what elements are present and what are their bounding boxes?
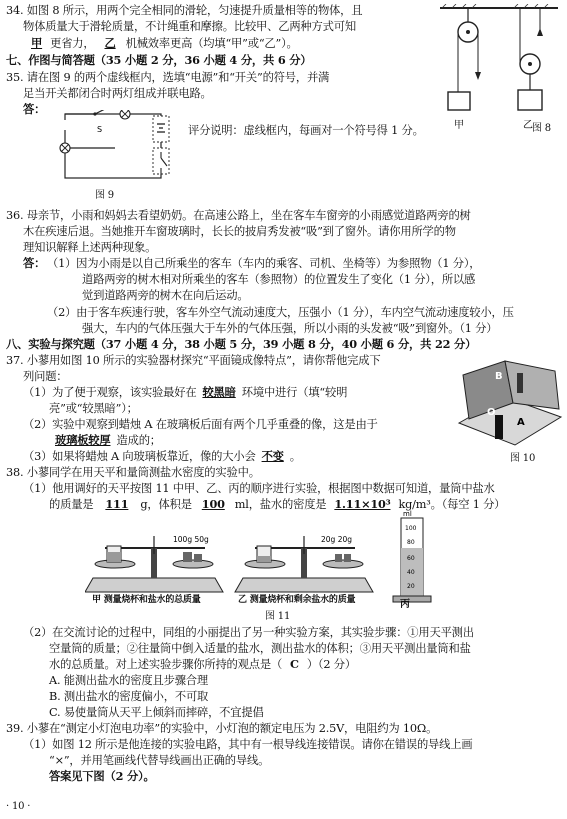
q35-line2: 足当开关都闭合时两灯组成并联电路。 [23, 87, 212, 100]
q38-option-b: B. 测出盐水的密度偏小，不可取 [49, 690, 209, 703]
q37-answer-1: 较黑暗 [202, 385, 236, 399]
q37-p3 [23, 450, 301, 463]
q38-p1-l2-pre: 的质量是 [49, 498, 94, 511]
cylinder-unit: ml [403, 510, 412, 518]
figure-9-caption: 图 9 [95, 190, 114, 201]
q37-p1 [23, 386, 347, 399]
q37-p3-post: 。 [289, 450, 301, 463]
q38-answer-density: 1.11×10³ [334, 497, 391, 511]
q38-p2-l3 [49, 658, 356, 671]
q37-p3-pre: （3）如果将蜡烛 A 向玻璃板靠近，像的大小会 [23, 450, 256, 463]
q34-line3-mid: 更省力， [50, 37, 95, 50]
q38-p1-l2-mid1: g，体积是 [140, 498, 192, 511]
q34-answer-2: 乙 [104, 36, 116, 50]
section-7-heading: 七、作图与简答题（35 小题 2 分，36 小题 4 分，共 6 分） [6, 53, 312, 67]
q36-line3: 理知识解释上述两种现象。 [23, 241, 157, 254]
q37-answer-2: 玻璃板较厚 [55, 433, 111, 447]
figure-8-caption: 图 8 [532, 123, 551, 134]
balance-jia-weights: 100g 50g [173, 535, 209, 544]
page-number: · 10 · [6, 801, 31, 812]
q37-p1-post: 环境中进行（填“较明 [241, 386, 348, 399]
balance-jia [85, 535, 223, 592]
q39-p1-l1: （1）如图 12 所示是他连接的实验电路，其中有一根导线连接错误。请你在错误的导线上画 [23, 738, 473, 751]
balance-yi-weights: 20g 20g [321, 535, 352, 544]
q37-p2-post: 造成的； [116, 434, 161, 447]
graduated-cylinder [393, 510, 431, 602]
q34-line2: 物体质量大于滑轮质量，不计绳重和摩擦。比较甲、乙两种方式可知 [23, 20, 356, 33]
q38-line1: 38. 小蓼同学在用天平和量筒测盐水密度的实验中。 [6, 466, 260, 479]
figure-9-circuit [55, 110, 175, 185]
q38-answer-mass: 111 [105, 497, 129, 511]
q39-p1-l2: “×”，并用笔画线代替导线画出正确的导线。 [49, 754, 270, 767]
cylinder-tick-40: 40 [407, 569, 415, 576]
figure-10-caption: 图 10 [510, 453, 536, 464]
q36-line2: 木在疾速后退。当她推开车窗玻璃时，长长的披肩秀发被“吸”到了窗外。请你用所学的物 [23, 225, 456, 238]
q37-p1-l2: 亮”或“较黑暗”）； [49, 402, 138, 415]
q36-a2-l1: （2）由于客车疾速行驶，客车外空气流动速度大，压强小（1 分），车内空气流动速度较小，压 [47, 306, 514, 319]
cylinder-tick-20: 20 [407, 583, 415, 590]
q34-line3 [23, 37, 298, 50]
q39-answer: 答案见下图（2 分）。 [49, 769, 155, 783]
q38-p1-l2-post: kg/m³。（每空 1 分） [398, 498, 506, 511]
q36-a1-l3: 觉到道路两旁的树木在向后运动。 [82, 289, 249, 302]
q34-line3-post: 机械效率更高（均填“甲”或“乙”）。 [125, 37, 298, 50]
q36-a1-l2: 道路两旁的树木相对所乘坐的客车（参照物）的位置发生了变化（1 分），所以感 [82, 273, 476, 286]
figure-8-label-jia: 甲 [454, 120, 464, 131]
figure-10-mirror [455, 353, 563, 453]
cylinder-tick-100: 100 [405, 525, 417, 532]
q38-p1-l2-mid2: ml，盐水的密度是 [234, 498, 327, 511]
q37-p2-l2 [49, 434, 161, 447]
figure-11-caption: 图 11 [265, 611, 291, 622]
q35-answer-label: 答： [23, 102, 46, 116]
q37-p2-l1: （2）实验中观察到蜡烛 A 在玻璃板后面有两个几乎重叠的像，这是由于 [23, 418, 378, 431]
section-8-heading: 八、实验与探究题（37 小题 4 分，38 小题 5 分，39 小题 8 分，40 小题 6 分，共 22 分） [6, 337, 477, 351]
q38-option-c: C. 易使量筒从天平上倾斜而摔碎，不宜提倡 [49, 706, 264, 719]
q38-answer-choice: C [290, 657, 299, 671]
figure-11-caption-jia: 甲 测量烧杯和盐水的总质量 [92, 595, 201, 605]
switch-label: S [97, 125, 103, 134]
cylinder-tick-80: 80 [407, 539, 415, 546]
q38-p1-l1: （1）他用调好的天平按图 11 中甲、乙、丙的顺序进行实验，根据图中数据可知道，量筒中盐水 [23, 482, 495, 495]
q39-line1: 39. 小蓼在“测定小灯泡电功率”的实验中，小灯泡的额定电压为 2.5V，电阻约为 10Ω。 [6, 722, 438, 735]
q38-option-a: A. 能测出盐水的密度且步骤合理 [49, 674, 209, 687]
figure-11-caption-yi: 乙 测量烧杯和剩余盐水的质量 [238, 595, 356, 605]
q38-answer-volume: 100 [201, 497, 225, 511]
figure-10-label-a: A [517, 417, 525, 428]
cylinder-tick-60: 60 [407, 555, 415, 562]
q37-line2: 列问题： [23, 370, 68, 383]
q37-p1-pre: （1）为了便于观察，该实验最好在 [23, 386, 197, 399]
q36-line1: 36. 母亲节，小雨和妈妈去看望奶奶。在高速公路上，坐在客车车窗旁的小雨感觉道路两旁的树 [6, 209, 471, 222]
q34-line1: 34. 如图 8 所示，用两个完全相同的滑轮，匀速提升质量相等的物体，且 [6, 4, 363, 17]
figure-8-label-yi: 乙 [523, 120, 533, 131]
q35-line1: 35. 请在图 9 的两个虚线框内，选填“电源”和“开关”的符号，并满 [6, 71, 330, 84]
q36-a1-l1: （1）因为小雨是以自己所乘坐的客车（车内的乘客、司机、坐椅等）为参照物（1 分）， [47, 257, 481, 270]
q34-answer-1: 甲 [31, 36, 43, 50]
q38-p2-l3-post: ）（2 分） [306, 658, 356, 671]
q37-answer-3: 不变 [261, 449, 284, 463]
q38-p2-l2: 空量筒的质量；②往量筒中倒入适量的盐水，测出盐水的体积；③用天平测出量筒和盐 [49, 642, 471, 655]
balance-yi [235, 535, 373, 592]
q37-line1: 37. 小蓼用如图 10 所示的实验器材探究“平面镜成像特点”，请你帮他完成下 [6, 354, 381, 367]
q35-scoring: 评分说明：虚线框内，每画对一个符号得 1 分。 [188, 124, 424, 137]
figure-10-label-o: O [487, 407, 496, 418]
figure-11-caption-bing: 丙 [400, 599, 410, 610]
figure-10-label-b: B [495, 371, 503, 382]
figure-8-pulleys [438, 4, 563, 139]
q36-a2-l2: 强大，车内的气体压强大于车外的气体压强，所以小雨的头发被“吸”到窗外。（1 分） [82, 322, 498, 335]
q38-p2-l3-pre: 水的总质量。对上述实验步骤你所持的观点是（ [49, 658, 283, 671]
q36-answer-label: 答： [23, 256, 46, 270]
q38-p2-l1: （2）在交流讨论的过程中，同组的小丽提出了另一种实验方案，其实验步骤：①用天平测出 [23, 626, 474, 639]
